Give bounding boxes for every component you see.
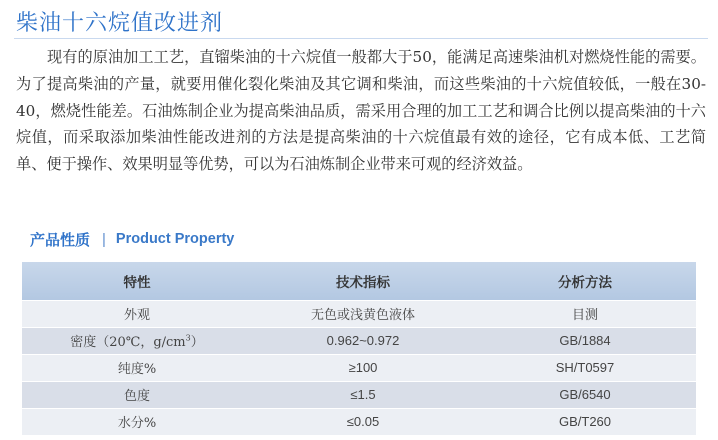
cell-property: 外观 xyxy=(22,300,252,327)
table-row xyxy=(22,327,696,354)
cell-method: SH/T0597 xyxy=(474,354,696,381)
header-method: 分析方法 xyxy=(474,262,696,300)
cell-spec: 无色或浅黄色液体 xyxy=(252,300,474,327)
cell-method: GB/T260 xyxy=(474,408,696,435)
cell-method: 目测 xyxy=(474,300,696,327)
title-divider xyxy=(14,38,708,39)
cell-spec: 0.962~0.972 xyxy=(252,327,474,354)
header-spec: 技术指标 xyxy=(252,262,474,300)
table-row xyxy=(22,381,696,408)
cell-spec: ≤1.5 xyxy=(252,381,474,408)
section-title-cn: 产品性质 xyxy=(30,231,91,249)
section-heading xyxy=(30,228,234,250)
cell-spec: ≥100 xyxy=(252,354,474,381)
cell-method: GB/1884 xyxy=(474,327,696,354)
table-row xyxy=(22,354,696,381)
cell-property: 色度 xyxy=(22,381,252,408)
table-header-row xyxy=(22,262,696,300)
section-title-en: Product Property xyxy=(115,231,235,247)
intro-paragraph: 现有的原油加工工艺，直镏柴油的十六烷值一般都大于50，能满足高速柴油机对燃烧性能的需要。为了提高柴油的产量，就要用催化裂化柴油及其它调和柴油，而这些柴油的十六烷值较低，一般在30-40，燃烧性能差。石油炼制企业为提高柴油品质，需采用合理的加工工艺和调合比例以提高柴油的十六烷值，而采取添加柴油性能改进剂的方法是提高柴油的十六烷值最有效的途径，它有成本低、工艺简单、便于操作、效果明显等优势，可以为石油炼制企业带来可观的经济效益。 xyxy=(16,48,706,174)
table-row xyxy=(22,300,696,327)
density-suffix: ） xyxy=(190,335,204,350)
header-property: 特性 xyxy=(22,262,252,300)
cell-property: 水分% xyxy=(22,408,252,435)
density-superscript: 3 xyxy=(185,333,191,343)
density-label: 密度（20℃，g/cm xyxy=(70,335,186,350)
cell-spec: ≤0.05 xyxy=(252,408,474,435)
page-title: 柴油十六烷值改进剂 xyxy=(16,11,224,36)
section-separator: | xyxy=(102,230,106,248)
product-property-table xyxy=(22,262,696,436)
table-row xyxy=(22,408,696,435)
cell-method: GB/6540 xyxy=(474,381,696,408)
cell-property xyxy=(22,327,252,354)
cell-property: 纯度% xyxy=(22,354,252,381)
